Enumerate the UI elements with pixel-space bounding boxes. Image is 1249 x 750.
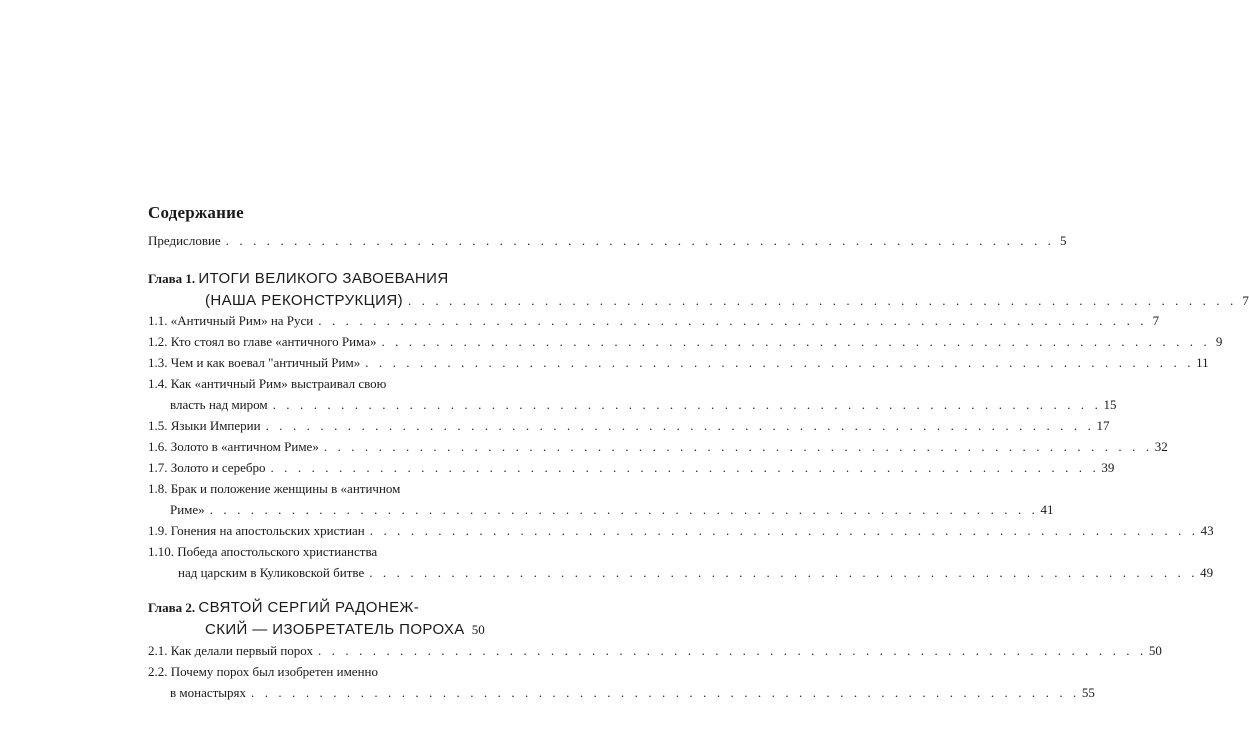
- toc-entry-1-2[interactable]: [148, 332, 1223, 352]
- section-number: 1.4.: [148, 376, 168, 391]
- section-title: Золото в «античном Риме»: [170, 439, 319, 454]
- leader-dots: . . . . . . . . . . . . . . . . . . . . . . . . . . . . . . . . . . . . . . . . . . . . . . . . . . . . . . . . . . . . .: [323, 439, 1153, 454]
- leader-dots: . . . . . . . . . . . . . . . . . . . . . . . . . . . . . . . . . . . . . . . . . . . . . . . . . . . . . . . . . . . . .: [365, 355, 1195, 370]
- section-number: 1.10.: [148, 544, 174, 559]
- toc-entry-1-8[interactable]: [148, 479, 470, 499]
- toc-entry-1-10[interactable]: [148, 542, 470, 562]
- leader-dots: . . . . . . . . . . . . . . . . . . . . . . . . . . . . . . . . . . . . . . . . . . . . . . . . . . . . . . . . . . . . .: [209, 502, 1039, 517]
- leader-dots: . . . . . . . . . . . . . . . . . . . . . . . . . . . . . . . . . . . . . . . . . . . . . . . . . . . . . . . . . . . . .: [318, 313, 1148, 328]
- section-title-cont: над царским в Куликовской битве: [178, 565, 365, 580]
- toc-entry-1-4-cont[interactable]: [170, 395, 1117, 415]
- section-title: Кто стоял во главе «античного Рима»: [170, 334, 377, 349]
- page-number: 50: [1148, 643, 1162, 658]
- section-number: 1.1.: [148, 313, 168, 328]
- leader-dots: . . . . . . . . . . . . . . . . . . . . . . . . . . . . . . . . . . . . . . . . . . . . . . . . . . . . . . . . . . . . .: [265, 418, 1095, 433]
- section-title: Почему порох был изобретен именно: [170, 664, 378, 679]
- page-number: 43: [1200, 523, 1214, 538]
- section-number: 1.7.: [148, 460, 168, 475]
- page-number: 32: [1154, 439, 1168, 454]
- leader-dots: . . . . . . . . . . . . . . . . . . . . . . . . . . . . . . . . . . . . . . . . . . . . . . . . . . . . . . . . . . . . .: [407, 293, 1237, 308]
- leader-dots: . . . . . . . . . . . . . . . . . . . . . . . . . . . . . . . . . . . . . . . . . . . . . . . . . . . . . . . . . . . . .: [369, 523, 1199, 538]
- leader-dots: . . . . . . . . . . . . . . . . . . . . . . . . . . . . . . . . . . . . . . . . . . . . . . . . . . . . . . . . . . . . .: [272, 397, 1102, 412]
- section-title-cont: власть над миром: [170, 397, 268, 412]
- toc-entry-label: Предисловие: [148, 233, 221, 248]
- leader-dots: . . . . . . . . . . . . . . . . . . . . . . . . . . . . . . . . . . . . . . . . . . . . . . . . . . . . . . . . . . . . .: [381, 334, 1211, 349]
- section-number: 2.2.: [148, 664, 168, 679]
- toc-entry-1-10-cont[interactable]: [178, 563, 1214, 583]
- toc-entry-2-2[interactable]: [148, 662, 470, 682]
- toc-entry-preface[interactable]: [148, 231, 1067, 251]
- page-number: 17: [1096, 418, 1110, 433]
- section-title: Чем и как воевал "античный Рим»: [170, 355, 361, 370]
- section-number: 1.5.: [148, 418, 168, 433]
- section-title: Победа апостольского христианства: [177, 544, 378, 559]
- chapter-title-line2: (НАША РЕКОНСТРУКЦИЯ): [205, 292, 403, 309]
- page-number: 39: [1101, 460, 1115, 475]
- page-number: 7: [1242, 293, 1249, 308]
- section-title: Золото и серебро: [170, 460, 266, 475]
- leader-dots: . . . . . . . . . . . . . . . . . . . . . . . . . . . . . . . . . . . . . . . . . . . . . . . . . . . . . . . . . . . . .: [317, 643, 1147, 658]
- chapter-title-line1: ИТОГИ ВЕЛИКОГО ЗАВОЕВАНИЯ: [198, 270, 449, 287]
- section-number: 1.6.: [148, 439, 168, 454]
- section-title: Как «античный Рим» выстраивал свою: [170, 376, 387, 391]
- section-title: «Античный Рим» на Руси: [170, 313, 314, 328]
- leader-dots: . . . . . . . . . . . . . . . . . . . . . . . . . . . . . . . . . . . . . . . . . . . . . . . . . . . . . . . . . . . . .: [270, 460, 1100, 475]
- chapter-title-line2: СКИЙ — ИЗОБРЕТАТЕЛЬ ПОРОХА: [205, 621, 465, 638]
- page-number: 7: [1152, 313, 1160, 328]
- leader-dots: . . . . . . . . . . . . . . . . . . . . . . . . . . . . . . . . . . . . . . . . . . . . . . . . . . . . . . . . . . . . .: [225, 233, 1055, 248]
- section-number: 1.2.: [148, 334, 168, 349]
- section-title: Языки Империи: [170, 418, 261, 433]
- toc-title: Содержание: [148, 203, 244, 222]
- toc-entry-1-9[interactable]: [148, 521, 1214, 541]
- section-number: 1.3.: [148, 355, 168, 370]
- chapter-title-line1: СВЯТОЙ СЕРГИЙ РАДОНЕЖ-: [198, 599, 420, 616]
- section-number: 1.8.: [148, 481, 168, 496]
- section-title: Гонения на апостольских христиан: [170, 523, 365, 538]
- section-number: 1.9.: [148, 523, 168, 538]
- toc-entry-1-6[interactable]: [148, 437, 1168, 457]
- toc-entry-2-2-cont[interactable]: [170, 683, 1095, 703]
- section-title: Как делали первый порох: [170, 643, 313, 658]
- section-title: Брак и положение женщины в «античном: [170, 481, 401, 496]
- toc-entry-1-7[interactable]: [148, 458, 1115, 478]
- toc-entry-2-1[interactable]: [148, 641, 1162, 661]
- page-number: 49: [1200, 565, 1214, 580]
- toc-entry-1-4[interactable]: [148, 374, 470, 394]
- page-number: 15: [1103, 397, 1117, 412]
- toc-entry-1-8-cont[interactable]: [170, 500, 1054, 520]
- section-title-cont: в монастырях: [170, 685, 247, 700]
- page-number: 9: [1215, 334, 1223, 349]
- chapter-label: Глава 2.: [148, 600, 196, 615]
- toc-entry-1-5[interactable]: [148, 416, 1110, 436]
- section-title-cont: Риме»: [170, 502, 205, 517]
- chapter-1-heading-cont[interactable]: [205, 290, 1249, 312]
- page-number: 50: [471, 622, 485, 637]
- section-number: 2.1.: [148, 643, 168, 658]
- chapter-1-heading[interactable]: [148, 268, 478, 290]
- chapter-2-heading-cont[interactable]: [205, 619, 485, 641]
- leader-dots: . . . . . . . . . . . . . . . . . . . . . . . . . . . . . . . . . . . . . . . . . . . . . . . . . . . . . . . . . . . . .: [369, 565, 1199, 580]
- toc-entry-1-3[interactable]: [148, 353, 1209, 373]
- toc-entry-1-1[interactable]: [148, 311, 1160, 331]
- page-number: 5: [1060, 233, 1067, 248]
- leader-dots: . . . . . . . . . . . . . . . . . . . . . . . . . . . . . . . . . . . . . . . . . . . . . . . . . . . . . . . . . . . . .: [251, 685, 1080, 700]
- chapter-2-heading[interactable]: [148, 597, 478, 619]
- page-number: 55: [1081, 685, 1095, 700]
- page-number: 11: [1196, 355, 1209, 370]
- chapter-label: Глава 1.: [148, 271, 196, 286]
- page-number: 41: [1040, 502, 1054, 517]
